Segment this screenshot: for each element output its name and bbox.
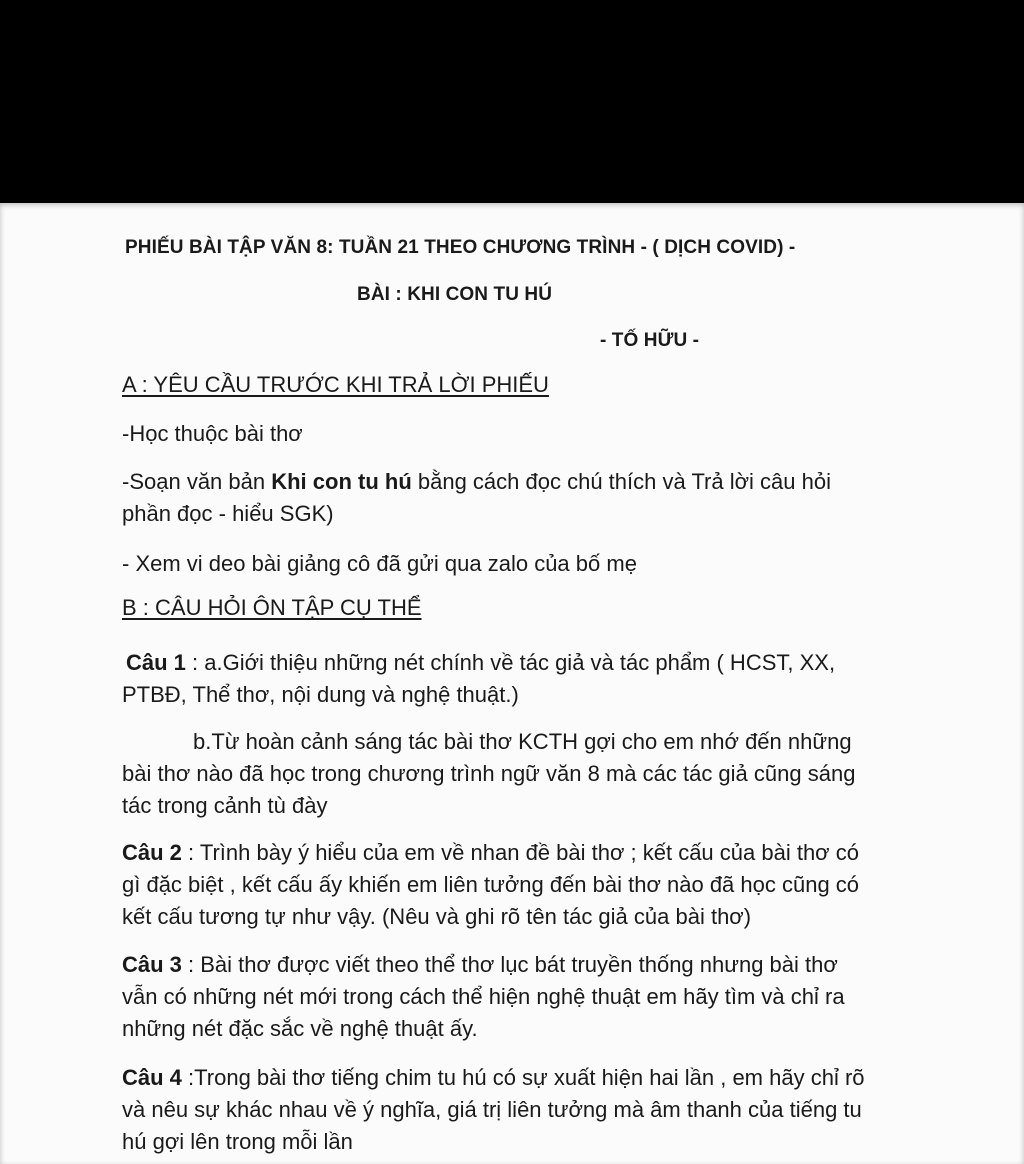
question-3-label: Câu 3 — [122, 952, 182, 977]
question-1b-line-2: bài thơ nào đã học trong chương trình ngữ văn 8 mà các tác giả cũng sáng — [122, 761, 856, 786]
question-1-line-1 — [126, 647, 835, 679]
question-2-line-3: kết cấu tương tự như vậy. (Nêu và ghi rõ tên tác giả của bài thơ) — [122, 904, 752, 929]
poem-title-emphasis: Khi con tu hú — [271, 469, 412, 494]
worksheet-page — [0, 203, 1024, 1164]
requirement-item-2 — [122, 466, 831, 530]
question-4 — [122, 1062, 865, 1158]
question-2-line-2: gì đặc biệt , kết cấu ấy khiến em liên tưởng đến bài thơ nào đã học cũng có — [122, 872, 860, 897]
question-1-continued — [122, 679, 519, 711]
question-4-text: :Trong bài thơ tiếng chim tu hú có sự xuất hiện hai lần , em hãy chỉ rõ — [181, 1065, 865, 1090]
question-1b-line-3: tác trong cảnh tù đày — [122, 793, 328, 818]
requirement-item-2-text-post: bằng cách đọc chú thích và Trả lời câu hỏi — [411, 469, 831, 494]
requirement-item-2-line-1 — [122, 466, 831, 498]
requirement-item-3: - Xem vi deo bài giảng cô đã gửi qua zalo của bố mẹ — [122, 551, 637, 576]
question-4-label: Câu 4 — [122, 1065, 182, 1090]
question-3-line-2: vẫn có những nét mới trong cách thể hiện nghệ thuật em hãy tìm và chỉ ra — [122, 984, 845, 1009]
question-4-line-3: hú gợi lên trong mỗi lần — [122, 1129, 353, 1154]
question-3-text: : Bài thơ được viết theo thể thơ lục bát truyền thống nhưng bài thơ — [181, 952, 838, 977]
author-name: - TỐ HỮU - — [600, 330, 700, 351]
question-2 — [122, 837, 859, 933]
question-3 — [122, 949, 845, 1045]
question-1 — [126, 647, 835, 679]
question-4-line-2: và nêu sự khác nhau về ý nghĩa, giá trị liên tưởng mà âm thanh của tiếng tu — [122, 1097, 862, 1122]
question-1-text: : a.Giới thiệu những nét chính về tác giả và tác phẩm ( HCST, XX, — [185, 650, 836, 675]
question-4-line-1 — [122, 1062, 865, 1094]
section-a-heading: A : YÊU CẦU TRƯỚC KHI TRẢ LỜI PHIẾU — [122, 372, 549, 397]
question-3-line-3: những nét đặc sắc về nghệ thuật ấy. — [122, 1016, 478, 1041]
top-black-band — [0, 0, 1024, 203]
question-2-text: : Trình bày ý hiểu của em về nhan đề bài thơ ; kết cấu của bài thơ có — [181, 840, 859, 865]
requirement-item-1: -Học thuộc bài thơ — [122, 421, 303, 446]
section-b-heading: B : CÂU HỎI ÔN TẬP CỤ THỂ — [122, 595, 422, 620]
question-1-line-2: PTBĐ, Thể thơ, nội dung và nghệ thuật.) — [122, 682, 519, 707]
worksheet-title: PHIẾU BÀI TẬP VĂN 8: TUẦN 21 THEO CHƯƠNG TRÌNH - ( DỊCH COVID) - — [125, 237, 796, 258]
requirement-item-2-text-pre: -Soạn văn bản — [122, 469, 272, 494]
question-1b-line-1: b.Từ hoàn cảnh sáng tác bài thơ KCTH gợi cho em nhớ đến những — [193, 729, 852, 754]
question-1b — [193, 726, 852, 758]
question-1-label: Câu 1 — [126, 650, 186, 675]
question-3-line-1 — [122, 949, 845, 981]
lesson-title: BÀI : KHI CON TU HÚ — [357, 284, 553, 305]
question-1b-continued — [122, 758, 855, 822]
question-2-line-1 — [122, 837, 859, 869]
requirement-item-2-line-2: phần đọc - hiểu SGK) — [122, 501, 334, 526]
question-2-label: Câu 2 — [122, 840, 182, 865]
